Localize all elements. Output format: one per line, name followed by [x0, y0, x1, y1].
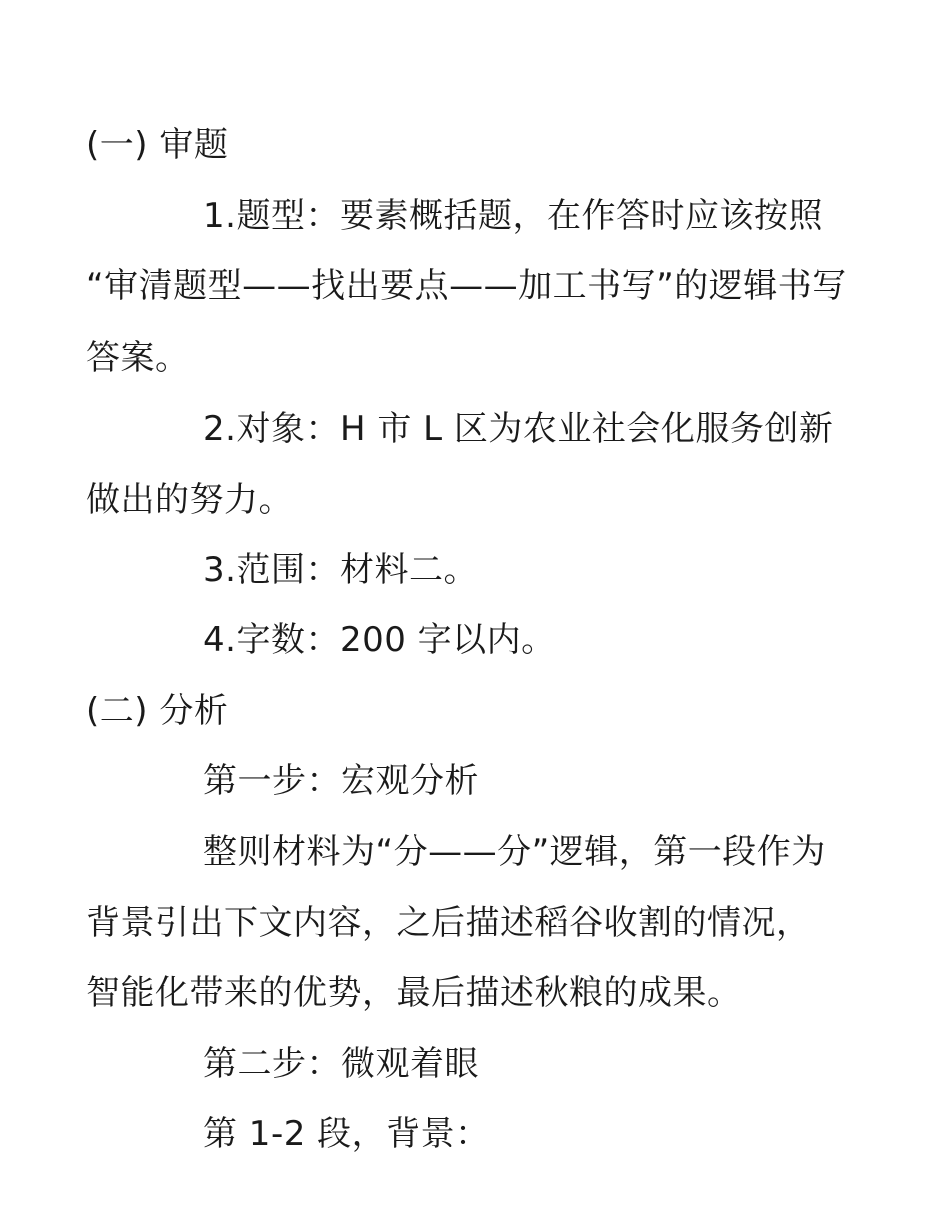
item-scope: 3.范围：材料二。: [203, 550, 478, 590]
item-word-count: 4.字数：200 字以内。: [203, 620, 556, 660]
item-object-line2: 做出的努力。: [86, 480, 293, 520]
section-heading-review: (一) 审题: [86, 125, 229, 165]
item-question-type-line1: 1.题型：要素概括题，在作答时应该按照: [203, 196, 823, 236]
item-question-type-line3: 答案。: [86, 338, 190, 378]
item-object-line1: 2.对象：H 市 L 区为农业社会化服务创新: [203, 409, 834, 449]
item-question-type-line2: “审清题型——找出要点——加工书写”的逻辑书写: [86, 266, 847, 306]
analysis-paragraph-line3: 智能化带来的优势，最后描述秋粮的成果。: [86, 973, 742, 1013]
analysis-paragraph-line2: 背景引出下文内容，之后描述稻谷收割的情况，: [86, 903, 811, 943]
section-heading-analysis: (二) 分析: [86, 691, 229, 731]
step-micro-focus: 第二步：微观着眼: [203, 1044, 479, 1084]
paragraph-reference: 第 1-2 段，背景：: [203, 1114, 490, 1154]
analysis-paragraph-line1: 整则材料为“分——分”逻辑，第一段作为: [203, 832, 826, 872]
step-macro-analysis: 第一步：宏观分析: [203, 761, 479, 801]
